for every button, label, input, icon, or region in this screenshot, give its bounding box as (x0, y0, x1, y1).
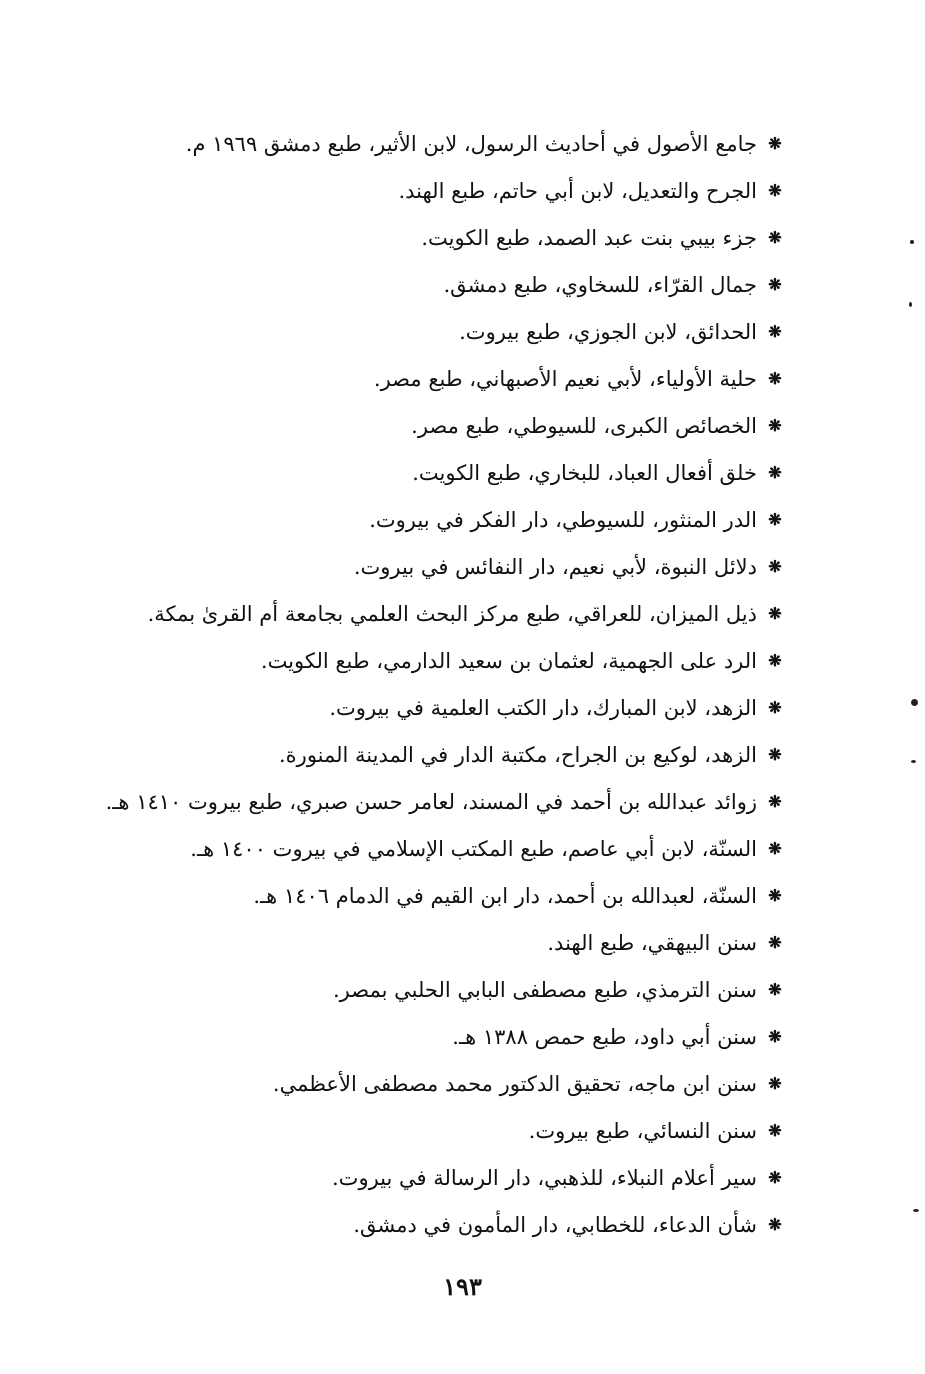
reference-item (90, 496, 785, 543)
reference-text: ذيل الميزان، للعراقي، طبع مركز البحث العلمي بجامعة أم القرىٰ بمكة. (147, 601, 757, 626)
reference-item (90, 919, 785, 966)
asterisk-bullet-icon: ❋ (768, 933, 782, 952)
asterisk-bullet-icon: ❋ (768, 1027, 782, 1046)
reference-text: دلائل النبوة، لأبي نعيم، دار النفائس في بيروت. (353, 554, 757, 579)
asterisk-bullet-icon: ❋ (768, 181, 782, 200)
reference-text: سنن النسائي، طبع بيروت. (528, 1118, 757, 1143)
asterisk-bullet-icon: ❋ (768, 510, 782, 529)
reference-text: الرد على الجهمية، لعثمان بن سعيد الدارمي، طبع الكويت. (260, 648, 757, 673)
asterisk-bullet-icon: ❋ (768, 980, 782, 999)
reference-text: الجرح والتعديل، لابن أبي حاتم، طبع الهند. (398, 178, 757, 203)
asterisk-bullet-icon: ❋ (768, 322, 782, 341)
reference-text: زوائد عبدالله بن أحمد في المسند، لعامر حسن صبري، طبع بيروت ١٤١٠ هـ. (105, 789, 757, 814)
scan-speck-icon (910, 240, 914, 244)
reference-item (90, 120, 785, 167)
references-list (90, 120, 785, 1248)
asterisk-bullet-icon: ❋ (768, 416, 782, 435)
reference-item (90, 637, 785, 684)
reference-text: سنن أبي داود، طبع حمص ١٣٨٨ هـ. (452, 1024, 757, 1049)
asterisk-bullet-icon: ❋ (768, 275, 782, 294)
reference-item (90, 1013, 785, 1060)
asterisk-bullet-icon: ❋ (768, 557, 782, 576)
scan-speck-icon (911, 699, 918, 706)
reference-text: سنن ابن ماجه، تحقيق الدكتور محمد مصطفى الأعظمي. (272, 1071, 757, 1096)
asterisk-bullet-icon: ❋ (768, 228, 782, 247)
reference-text: سير أعلام النبلاء، للذهبي، دار الرسالة في بيروت. (332, 1165, 757, 1190)
asterisk-bullet-icon: ❋ (768, 839, 782, 858)
reference-text: الخصائص الكبرى، للسيوطي، طبع مصر. (411, 413, 757, 438)
reference-text: الدر المنثور، للسيوطي، دار الفكر في بيروت. (369, 507, 757, 532)
scan-speck-icon (909, 302, 912, 307)
reference-item (90, 261, 785, 308)
reference-text: الزهد، لوكيع بن الجراح، مكتبة الدار في المدينة المنورة. (279, 742, 757, 767)
reference-text: السنّة، لعبدالله بن أحمد، دار ابن القيم في الدمام ١٤٠٦ هـ. (253, 883, 757, 908)
asterisk-bullet-icon: ❋ (768, 745, 782, 764)
scan-speck-icon (911, 760, 916, 763)
reference-item (90, 1201, 785, 1248)
reference-text: حلية الأولياء، لأبي نعيم الأصبهاني، طبع مصر. (373, 366, 757, 391)
reference-text: جامع الأصول في أحاديث الرسول، لابن الأثير، طبع دمشق ١٩٦٩ م. (185, 131, 757, 156)
asterisk-bullet-icon: ❋ (768, 1074, 782, 1093)
asterisk-bullet-icon: ❋ (768, 792, 782, 811)
asterisk-bullet-icon: ❋ (768, 1121, 782, 1140)
reference-text: خلق أفعال العباد، للبخاري، طبع الكويت. (412, 460, 757, 485)
asterisk-bullet-icon: ❋ (768, 369, 782, 388)
reference-item (90, 449, 785, 496)
reference-item (90, 684, 785, 731)
reference-text: السنّة، لابن أبي عاصم، طبع المكتب الإسلامي في بيروت ١٤٠٠ هـ. (190, 836, 757, 861)
reference-item (90, 308, 785, 355)
reference-text: جزء بيبي بنت عبد الصمد، طبع الكويت. (421, 225, 757, 250)
reference-item (90, 214, 785, 261)
asterisk-bullet-icon: ❋ (768, 1168, 782, 1187)
reference-text: الزهد، لابن المبارك، دار الكتب العلمية في بيروت. (329, 695, 757, 720)
asterisk-bullet-icon: ❋ (768, 134, 782, 153)
asterisk-bullet-icon: ❋ (768, 651, 782, 670)
asterisk-bullet-icon: ❋ (768, 463, 782, 482)
reference-item (90, 825, 785, 872)
asterisk-bullet-icon: ❋ (768, 604, 782, 623)
reference-item (90, 966, 785, 1013)
reference-text: جمال القرّاء، للسخاوي، طبع دمشق. (443, 272, 757, 297)
asterisk-bullet-icon: ❋ (768, 698, 782, 717)
asterisk-bullet-icon: ❋ (768, 1215, 782, 1234)
reference-item (90, 872, 785, 919)
reference-item (90, 1060, 785, 1107)
reference-item (90, 402, 785, 449)
reference-item (90, 167, 785, 214)
page-number: ١٩٣ (443, 1272, 482, 1301)
reference-item (90, 1107, 785, 1154)
reference-text: الحدائق، لابن الجوزي، طبع بيروت. (459, 319, 757, 344)
scan-speck-icon (913, 1209, 919, 1212)
reference-item (90, 590, 785, 637)
asterisk-bullet-icon: ❋ (768, 886, 782, 905)
reference-text: سنن الترمذي، طبع مصطفى البابي الحلبي بمصر. (332, 977, 757, 1002)
reference-text: شأن الدعاء، للخطابي، دار المأمون في دمشق. (353, 1212, 757, 1237)
reference-item (90, 355, 785, 402)
reference-item (90, 1154, 785, 1201)
reference-text: سنن البيهقي، طبع الهند. (547, 930, 757, 955)
reference-item (90, 731, 785, 778)
reference-item (90, 778, 785, 825)
reference-item (90, 543, 785, 590)
